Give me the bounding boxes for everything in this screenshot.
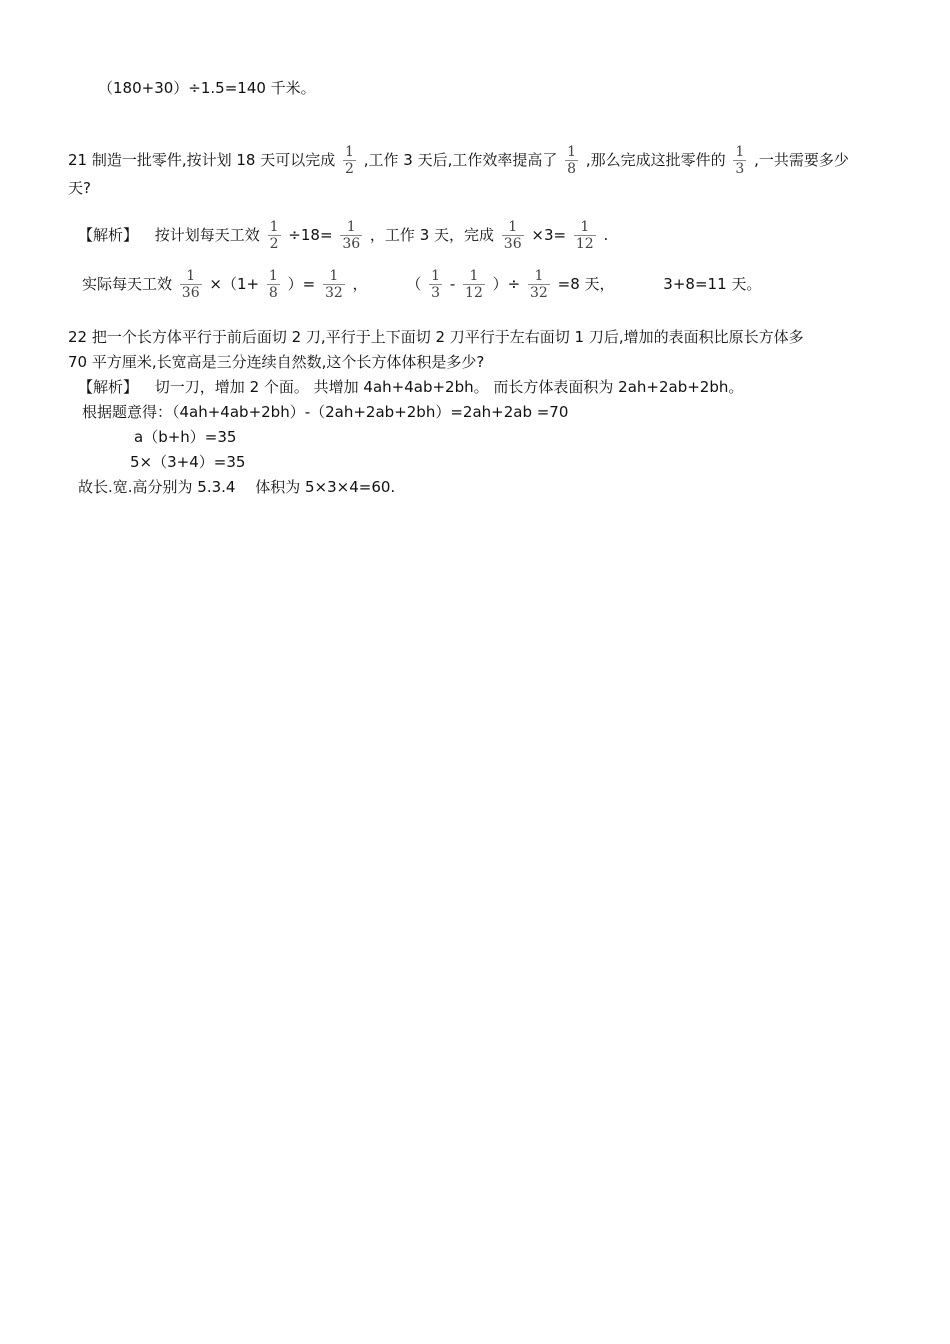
numerator: 1	[567, 144, 577, 160]
denominator: 36	[181, 285, 200, 301]
fraction	[340, 219, 362, 252]
sol22-text-4: 5×（3+4）=35	[130, 453, 246, 471]
numerator: 1	[186, 268, 196, 284]
question-22-line-1	[68, 327, 804, 347]
denominator: 2	[269, 236, 279, 252]
q22-text-1: 22 把一个长方体平行于前后面切 2 刀,平行于上下面切 2 刀平行于左右面切 1 刀后,增加的表面积比原长方体多	[68, 328, 804, 346]
sol21b-text-b: ×（1+	[209, 275, 260, 293]
fraction	[267, 268, 280, 301]
denominator: 12	[575, 236, 594, 252]
denominator: 32	[324, 285, 343, 301]
denominator: 12	[465, 285, 483, 301]
fraction	[268, 219, 281, 252]
sol21b-text-i: 3+8=11 天。	[663, 275, 762, 293]
sol21a-text-d: ×3=	[531, 226, 567, 244]
numerator: 1	[269, 219, 279, 235]
denominator: 3	[431, 285, 441, 301]
numerator: 1	[268, 268, 278, 284]
sol22-text-3: a（b+h）=35	[134, 428, 237, 446]
fraction	[733, 144, 746, 177]
solution-21-line-2	[82, 268, 761, 301]
fraction	[574, 219, 596, 252]
q21-text-d: ,一共需要多少	[754, 151, 849, 169]
q21-text-a: 21 制造一批零件,按计划 18 天可以完成	[68, 151, 336, 169]
q22-text-2: 70 平方厘米,长宽高是三分连续自然数,这个长方体体积是多少?	[68, 353, 485, 371]
denominator: 3	[735, 161, 745, 177]
q21-text-end: 天?	[68, 179, 91, 197]
denominator: 2	[345, 161, 354, 177]
denominator: 36	[503, 236, 522, 252]
sol21b-text-d: ，	[352, 275, 368, 293]
q21-text-c: ,那么完成这批零件的	[585, 151, 726, 169]
fraction	[429, 268, 442, 301]
numerator: 1	[431, 268, 441, 284]
numerator: 1	[345, 144, 354, 160]
denominator: 8	[268, 285, 278, 301]
sol22-text-2: 根据题意得：（4ah+4ab+2bh）-（2ah+2ab+2bh）=2ah+2ab =70	[82, 403, 569, 421]
solution-22-line-2	[82, 402, 568, 422]
denominator: 32	[530, 285, 548, 301]
numerator: 1	[508, 219, 518, 235]
fraction	[323, 268, 345, 301]
denominator: 36	[342, 236, 361, 252]
calc-line	[98, 78, 316, 98]
sol22-text-1: 切一刀，增加 2 个面。 共增加 4ah+4ab+2bh。 而长方体表面积为 2ah+2ab+2bh。	[154, 378, 744, 396]
solution-22-line-3	[134, 427, 236, 447]
numerator: 1	[580, 219, 590, 235]
numerator: 1	[735, 144, 745, 160]
solution-22-line-1	[78, 377, 743, 397]
sol21b-text-a: 实际每天工效	[82, 275, 173, 293]
sol21b-text-e: （	[406, 275, 422, 293]
sol21b-text-g: ）÷	[492, 275, 521, 293]
fraction	[343, 144, 356, 177]
calc-text: （180+30）÷1.5=140 千米。	[98, 79, 316, 97]
fraction	[180, 268, 202, 301]
sol21b-text-h: =8 天，	[557, 275, 615, 293]
sol21b-text-c: ）=	[287, 275, 316, 293]
question-22-line-2	[68, 352, 484, 372]
sol21a-text-a: 按计划每天工效	[154, 226, 260, 244]
sol22-text-5: 故长.宽.高分别为 5.3.4 体积为 5×3×4=60.	[78, 478, 396, 496]
sol21a-text-c: ，工作 3 天，完成	[369, 226, 495, 244]
fraction	[502, 219, 524, 252]
numerator: 1	[534, 268, 544, 284]
solution-tag: 【解析】	[78, 378, 139, 396]
fraction	[565, 144, 578, 177]
solution-tag: 【解析】	[78, 226, 139, 244]
denominator: 8	[567, 161, 577, 177]
numerator: 1	[329, 268, 339, 284]
question-21-line-2	[68, 178, 91, 198]
question-21-line-1	[68, 144, 849, 177]
sol21a-text-e: .	[603, 226, 609, 244]
fraction	[463, 268, 485, 301]
solution-22-line-4	[130, 452, 245, 472]
solution-21-line-1	[78, 219, 608, 252]
numerator: 1	[346, 219, 356, 235]
fraction	[528, 268, 550, 301]
sol21a-text-b: ÷18=	[288, 226, 333, 244]
numerator: 1	[469, 268, 479, 284]
sol21b-text-f: -	[449, 275, 456, 293]
solution-22-line-5	[78, 477, 395, 497]
q21-text-b: ,工作 3 天后,工作效率提高了	[363, 151, 558, 169]
